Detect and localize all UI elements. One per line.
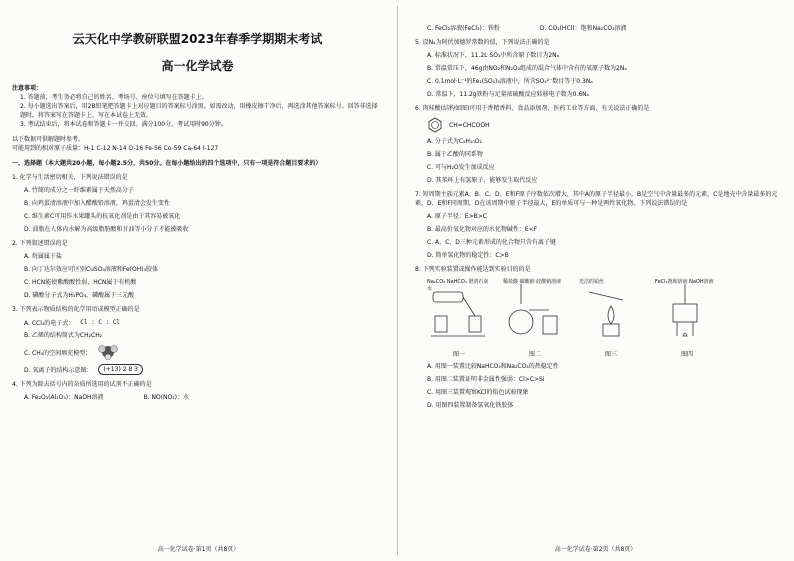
q1-option-a: A. 竹简的成分之一纤维素属于天然高分子 bbox=[24, 187, 134, 194]
figure-4 bbox=[655, 278, 719, 358]
q3-option-d: D. 氧离子的结构示意图： bbox=[24, 367, 93, 374]
notes-title: 注意事项： bbox=[12, 85, 43, 92]
q3-option-a: A. CCl₄的电子式： bbox=[24, 320, 75, 327]
figure-4-note: FeCl₃饱和溶液 NaOH溶液 bbox=[655, 279, 714, 285]
benzene-ring-icon bbox=[427, 117, 443, 133]
q7-option-d: D. 简单氢化物的稳定性：C>B bbox=[427, 252, 509, 259]
q3-option-c-row bbox=[12, 344, 383, 360]
q3-option-d-row bbox=[12, 364, 383, 375]
q4-options-row bbox=[12, 393, 383, 402]
q4-options-row-2 bbox=[415, 24, 782, 33]
figure-3-label: 图三 bbox=[604, 351, 617, 358]
q3-option-c: C. CH₄的空间填充模型： bbox=[24, 349, 92, 357]
note-3: 3. 考试结束后，将本试卷和答题卡一并交回。满分100分，考试用时90分钟。 bbox=[20, 121, 227, 128]
q8-option-a: A. 用图一装置比较NaHCO₃和Na₂CO₃的热稳定性 bbox=[427, 363, 559, 370]
q6-structure-formula: CH=CHCOOH bbox=[449, 121, 490, 129]
page-footer-left: 高一化学试卷·第1页（共8页） bbox=[157, 546, 240, 553]
reference-title: 以下数据可供解题时参考。 bbox=[12, 136, 85, 143]
section-1-heading: 一、选择题（本大题共20小题，每小题2.5分，共50分。在每小题给出的四个选项中，只有一项是符合题目要求的） bbox=[12, 160, 322, 167]
figure-1-label: 图一 bbox=[452, 351, 465, 358]
q1-option-c: C. 维生素C可用作水果罐头的抗氧化剂是由于其容易被氧化 bbox=[24, 213, 181, 220]
question-8: 8. 下列实验装置或操作能达到实验目的的是 bbox=[415, 266, 531, 273]
figure-3-note: 光洁的铂丝 bbox=[579, 279, 605, 285]
figure-1 bbox=[427, 278, 491, 358]
q4-option-a: A. Fe₂O₃(Al₂O₃)：NaOH溶液 bbox=[24, 394, 104, 401]
q7-option-a: A. 原子半径：E>B>C bbox=[427, 213, 487, 220]
ion-structure-diagram: (+13) 2 8 3 bbox=[98, 364, 143, 375]
q2-option-c: C. HCN能使紫酸酸性弱，HCN属于有机酸 bbox=[24, 279, 137, 286]
question-6: 6. 肉桂酸(结构如图)可用于香精香料、食品添加剂、医药工业等方面，有关说法正确的是 bbox=[415, 105, 650, 112]
question-4: 4. 下列为除去括号内的杂质所选用的试剂不正确的是 bbox=[12, 381, 152, 388]
colloid-prep-icon bbox=[655, 278, 719, 344]
q4-option-d: D. CO₂(HCl)：饱和Na₂CO₃溶液 bbox=[539, 25, 627, 32]
figure-2-note: 稀盐酸 碳酸钠 硅酸钠溶液 bbox=[503, 279, 562, 285]
question-7: 7. 短周期主族元素A、B、C、D、E和F原子序数依次增大，其中A的原子半径最小，B是空气中含量最多的元素，C是地壳中含量最多的元素，D、E和F同周期，D在该周期中原子半径最大，E的单质可与一种是两性氧化物。下列说法错误的是 bbox=[415, 191, 778, 207]
q4-option-c: C. FeCl₂溶液(FeCl₃)：铁粉 bbox=[427, 25, 500, 32]
q2-option-d: D. 磷酸分子式为H₃PO₄，磷酸属于三元酸 bbox=[24, 292, 135, 299]
q1-option-b: B. 向鸡蛋清溶液中加入醋酸铅溶液，鸡蛋清会发生变性 bbox=[24, 200, 170, 207]
figure-2 bbox=[503, 278, 567, 358]
page-footer-right: 高一化学试卷·第2页（共8页） bbox=[554, 546, 637, 553]
flame-test-icon bbox=[579, 278, 643, 344]
q8-option-d: D. 用图四装置制备氢氧化铁胶体 bbox=[427, 402, 514, 409]
q2-option-a: A. 烷属属于盐 bbox=[24, 253, 62, 260]
question-1: 1. 化学与生活密切相关，下列说法错误的是 bbox=[12, 174, 128, 181]
q8-option-b: B. 用图二装置证明非金属性强弱：Cl>C>Si bbox=[427, 376, 545, 383]
cinnamic-acid-structure bbox=[415, 117, 782, 133]
figure-2-label: 图二 bbox=[528, 351, 541, 358]
q5-option-b: B. 常温常压下，46g由NO₂和N₂O₄组成的混合气体中含有的氧原子数为2Nₐ bbox=[427, 65, 627, 72]
space-filling-model-icon bbox=[97, 344, 119, 360]
q5-option-a: A. 标准状况下，11.2L SO₃中所含原子数目为2Nₐ bbox=[427, 52, 560, 59]
note-1: 1. 答题前，考生务必将自己的姓名、考场号、座位号填写在答题卡上。 bbox=[20, 94, 208, 101]
q5-option-c: C. 0.1mol·L⁻¹的Fe₂(SO₄)₃溶液中，所含SO₄²⁻数目等于0.3Nₐ bbox=[427, 78, 593, 85]
q7-option-b: B. 最高价氧化物对应的水化物碱性：E<F bbox=[427, 226, 538, 233]
right-column bbox=[397, 0, 794, 561]
apparatus-figures bbox=[415, 278, 782, 358]
q1-option-d: D. 油脂在人体内水解为高级脂肪酸和甘油等小分子才能被吸收 bbox=[24, 226, 189, 233]
q6-option-a: A. 分子式为C₉H₁₀O₂ bbox=[427, 138, 482, 145]
q5-option-d: D. 常温下，11.2g铁粉与足量浓硫酸反应转移电子数为0.6Nₐ bbox=[427, 91, 589, 98]
q6-option-d: D. 其苯环上有氢原子，能够发生取代反应 bbox=[427, 177, 538, 184]
exam-title: 云天化中学教研联盟2023年春季学期期末考试 bbox=[72, 32, 323, 46]
q3-option-b: B. 乙烯的结构简式为CH₂CH₂ bbox=[24, 332, 103, 339]
question-3: 3. 下列表示物质结构的化学用语或模型正确的是 bbox=[12, 306, 140, 313]
figure-4-label: 图四 bbox=[680, 351, 693, 358]
question-2: 2. 下列叙述错误的是 bbox=[12, 240, 68, 247]
flask-apparatus-icon bbox=[503, 278, 567, 344]
figure-3 bbox=[579, 278, 643, 358]
figure-1-note: Na₂CO₃ NaHCO₃ 澄清石灰水 bbox=[427, 279, 489, 292]
q4-option-b: B. NO(NO₂)：水 bbox=[143, 394, 190, 401]
q7-option-c: C. A、C、D三种元素形成的化合物只含有离子键 bbox=[427, 239, 556, 246]
q3-option-a-row bbox=[12, 318, 383, 327]
q8-option-c: C. 用图三装置观察KCl的焰色试验现象 bbox=[427, 389, 529, 396]
q2-option-b: B. 向丁达尔效应可区别CuSO₄溶液和Fe(OH)₃胶体 bbox=[24, 266, 158, 273]
note-2: 2. 每小题选出答案后，用2B铅笔把答题卡上对应题目的答案标号涂黑。如需改动，用橡皮擦干净后，再选涂其他答案标号。回答非选择题时，将答案写在答题卡上，写在本试卷上无效。 bbox=[20, 103, 378, 119]
reference-data: 可能用到的相对原子质量：H-1 C-12 N-14 O-16 Fe-56 Co-59 Ca-64 I-127 bbox=[12, 145, 219, 152]
q6-option-c: C. 可与H₂O发生加成反应 bbox=[427, 164, 495, 171]
exam-subtitle: 高一化学试卷 bbox=[161, 59, 234, 73]
question-5: 5. 设Nₐ为阿伏加德罗常数的值，下列说法正确的是 bbox=[415, 39, 550, 46]
ccl4-electron-formula: Cl : C : Cl bbox=[80, 319, 121, 326]
q6-option-b: B. 属于乙酸的同系物 bbox=[427, 151, 483, 158]
